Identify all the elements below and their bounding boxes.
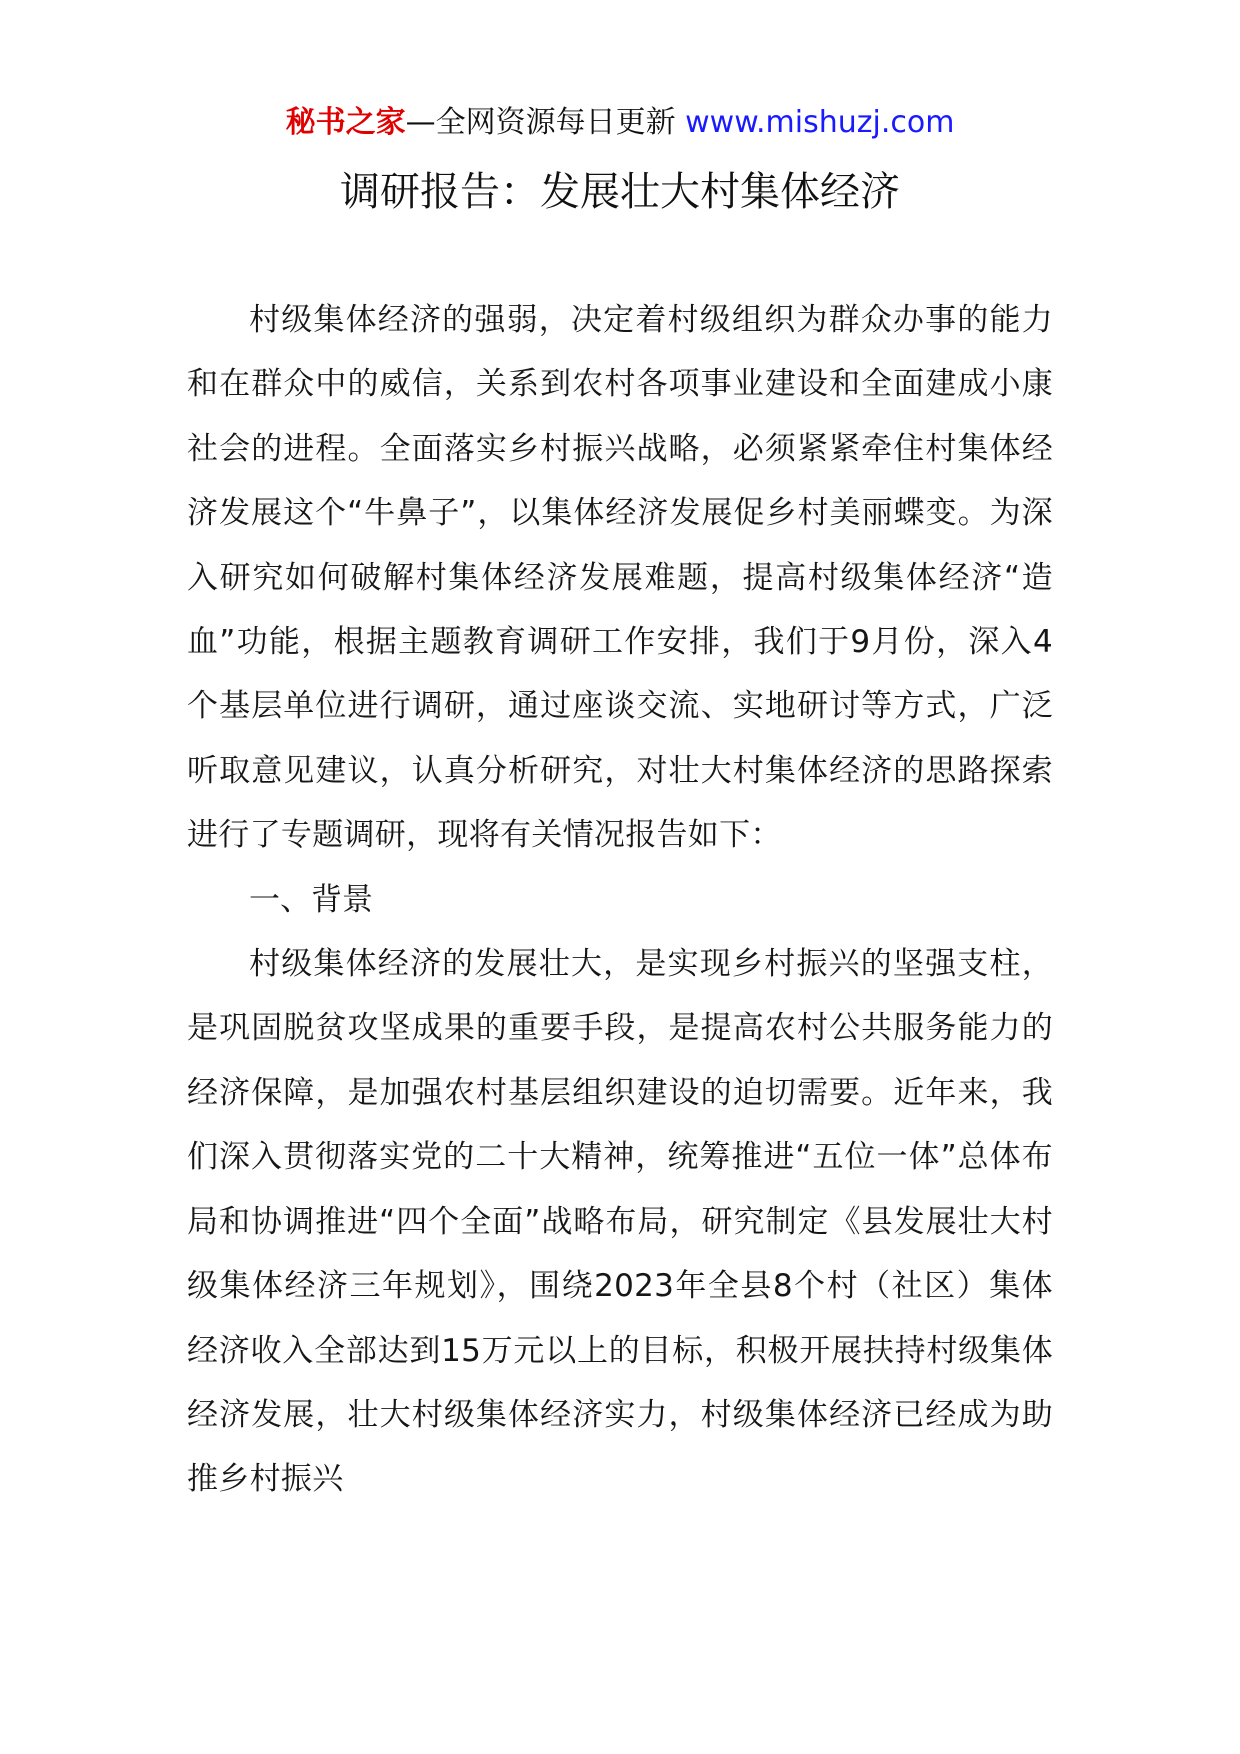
site-url-link[interactable]: www.mishuzj.com <box>685 105 955 140</box>
intro-paragraph: 村级集体经济的强弱，决定着村级组织为群众办事的能力和在群众中的威信，关系到农村各项事业建设和全面建成小康社会的进程。全面落实乡村振兴战略，必须紧紧牵住村集体经济发展这个“牛鼻子”，以集体经济发展促乡村美丽蝶变。为深入研究如何破解村集体经济发展难题，提高村级集体经济“造血”功能，根据主题教育调研工作安排，我们于9月份，深入4个基层单位进行调研，通过座谈交流、实地研讨等方式，广泛听取意见建议，认真分析研究，对壮大村集体经济的思路探索进行了专题调研，现将有关情况报告如下： <box>187 302 1053 854</box>
background-paragraph: 村级集体经济的发展壮大，是实现乡村振兴的坚强支柱，是巩固脱贫攻坚成果的重要手段，是提高农村公共服务能力的经济保障，是加强农村基层组织建设的迫切需要。近年来，我们深入贯彻落实党的二十大精神，统筹推进“五位一体”总体布局和协调推进“四个全面”战略布局，研究制定《县发展壮大村级集体经济三年规划》，围绕2023年全县8个村（社区）集体经济收入全部达到15万元以上的目标，积极开展扶持村级集体经济发展，壮大村级集体经济实力，村级集体经济已经成为助推乡村振兴 <box>187 946 1053 1498</box>
document-body <box>187 288 1053 1512</box>
site-slogan: —全网资源每日更新 <box>405 105 686 140</box>
brand-name: 秘书之家 <box>285 105 406 140</box>
site-header <box>0 100 1240 146</box>
section-heading-background: 一、背景 <box>249 881 373 918</box>
document-title: 调研报告：发展壮大村集体经济 <box>340 169 900 215</box>
